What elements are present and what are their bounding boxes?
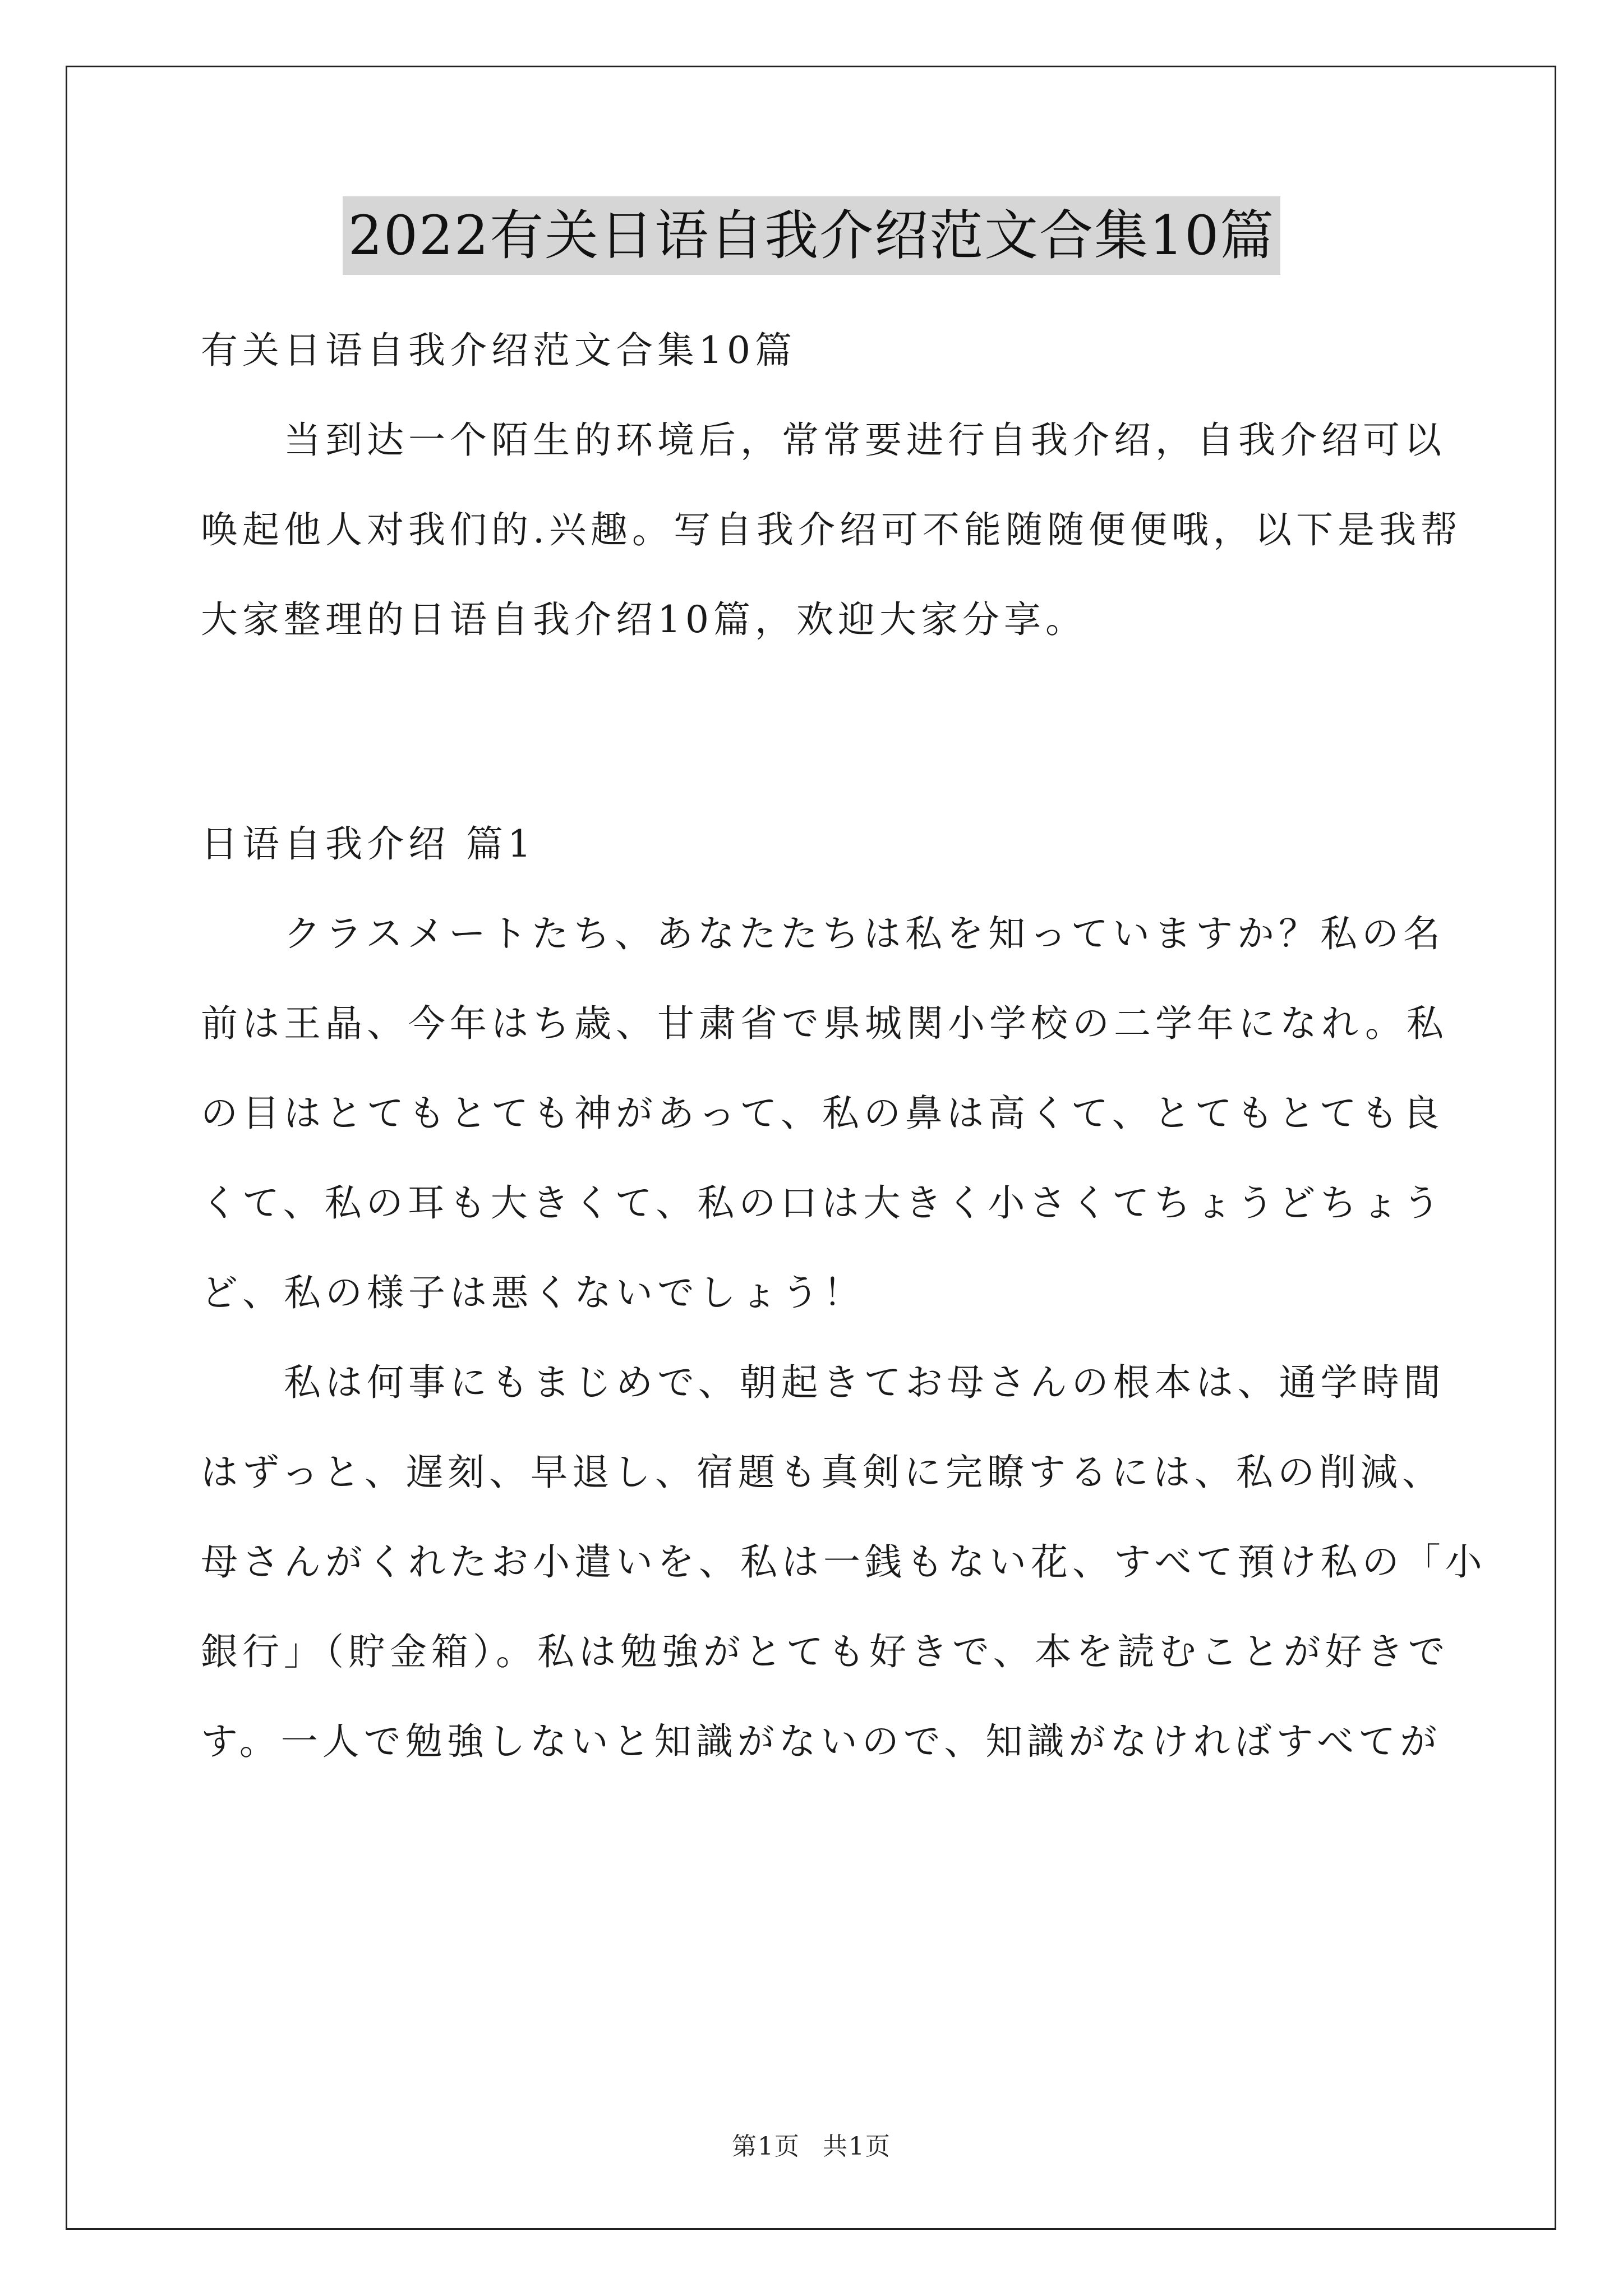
document-title: 2022有关日语自我介绍范文合集10篇: [343, 196, 1280, 275]
paragraph-line: くて、私の耳も大きくて、私の口は大きく小さくてちょうどちょう: [201, 1181, 1445, 1225]
section-heading: 日语自我介绍 篇1: [201, 822, 536, 866]
intro-line: 当到达一个陌生的环境后，常常要进行自我介绍，自我介绍可以: [284, 418, 1446, 462]
paragraph-line: す。一人で勉強しないと知識がないので、知識がなければすべてが: [201, 1720, 1442, 1763]
paragraph-line: 私は何事にもまじめで、朝起きてお母さんの根本は、通学時間: [284, 1361, 1445, 1404]
page-footer: [0, 2126, 1623, 2162]
page-total: 共1页: [823, 2132, 891, 2161]
spacer: [201, 665, 1435, 799]
paragraph-line: はずっと、遅刻、早退し、宿題も真剣に完瞭するには、私の削減、: [201, 1451, 1444, 1494]
document-body: [201, 306, 1487, 1787]
title-block: [0, 196, 1623, 275]
subtitle: 有关日语自我介绍范文合集10篇: [201, 329, 796, 372]
paragraph-line: 銀行」（貯金箱）。私は勉強がとても好きで、本を読むことが好きで: [201, 1630, 1450, 1673]
page-number: 第1页: [732, 2132, 800, 2161]
intro-line: 唤起他人对我们的.兴趣。写自我介绍可不能随随便便哦，以下是我帮: [201, 508, 1462, 551]
paragraph-line: クラスメートたち、あなたたちは私を知っていますか？私の名: [284, 912, 1445, 955]
paragraph-line: 母さんがくれたお小遣いを、私は一銭もない花、すべて預け私の「小: [201, 1540, 1487, 1584]
intro-line: 大家整理的日语自我介绍10篇，欢迎大家分享。: [201, 598, 1087, 641]
paragraph-line: の目はとてもとても神があって、私の鼻は高くて、とてもとても良: [201, 1092, 1444, 1135]
paragraph-line: ど、私の様子は悪くないでしょう！: [201, 1271, 865, 1314]
paragraph-line: 前は王晶、今年はち歳、甘粛省で県城関小学校の二学年になれ。私: [201, 1002, 1448, 1045]
